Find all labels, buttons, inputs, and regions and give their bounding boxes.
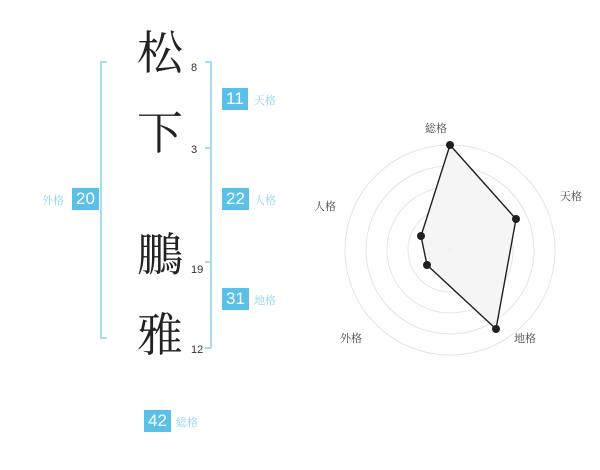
radar-axis-label-gaikaku: 外格 [340,333,362,345]
score-label-gaikaku: 外格 [42,195,64,207]
radar-axis-label-soukaku: 総格 [425,123,447,135]
score-label-tenkaku: 天格 [254,95,276,107]
radar-chart-panel [300,0,600,470]
stroke-count-2: 3 [191,144,198,156]
radar-point-jinkaku [417,232,425,240]
bracket-jinkaku [205,148,211,262]
radar-point-soukaku [446,141,454,149]
radar-point-tenkaku [512,215,520,223]
radar-point-chikaku [492,325,500,333]
name-char-3: 鵬 [137,228,183,282]
name-char-4: 雅 [137,308,183,362]
score-chip-soukaku: 42 [144,410,171,432]
name-char-1: 松 [137,26,183,80]
name-char-2: 下 [137,106,183,160]
score-chip-tenkaku: 11 [222,88,248,110]
radar-point-gaikaku [423,261,431,269]
radar-axis-label-tenkaku: 天格 [560,191,582,203]
radar-series-polygon [421,145,516,329]
bracket-chikaku [205,262,211,348]
score-chip-chikaku: 31 [222,288,249,310]
bracket-gaikaku [101,62,107,338]
score-label-chikaku: 地格 [254,295,276,307]
score-chip-jinkaku: 22 [222,188,249,210]
score-label-jinkaku: 人格 [254,195,276,207]
stroke-count-4: 12 [191,344,204,356]
score-label-soukaku: 総格 [176,417,198,429]
radar-axis-label-chikaku: 地格 [514,333,536,345]
stroke-count-1: 8 [191,62,198,74]
stroke-count-3: 19 [191,264,204,276]
radar-chart-svg [300,0,600,470]
score-chip-gaikaku: 20 [72,188,99,210]
radar-axis-label-jinkaku: 人格 [314,201,336,213]
bracket-tenkaku [205,62,211,148]
